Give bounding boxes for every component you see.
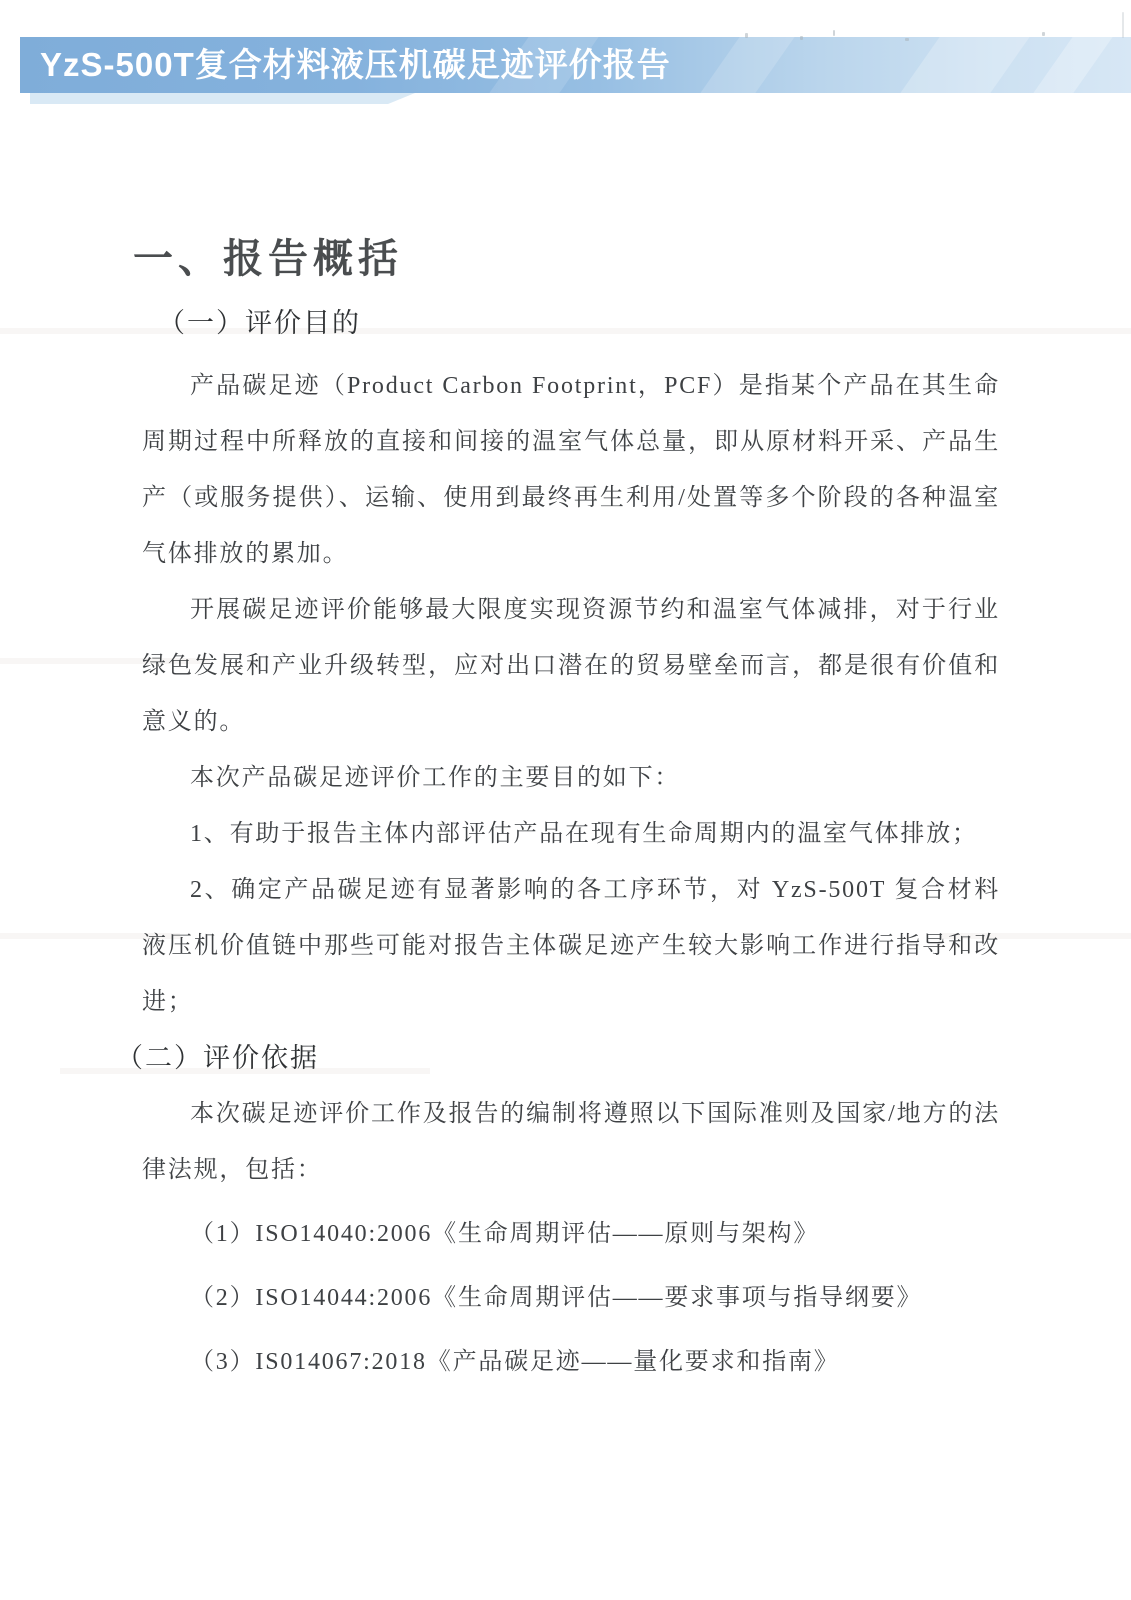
standard-item-iso14044: （2）ISO14044:2006《生命周期评估——要求事项与指导纲要》 <box>190 1285 923 1311</box>
band-highlight-streak <box>1034 37 1113 93</box>
report-header-title: YzS-500T复合材料液压机碳足迹评价报告 <box>40 46 671 83</box>
paragraph-pcf-definition: 产品碳足迹（Product Carbon Footprint，PCF）是指某个产品在其生命周期过程中所释放的直接和间接的温室气体总量，即从原材料开采、产品生产（或服务提供）、运输、使用到最终再生利用/处置等多个阶段的各种温室气体排放的累加。 <box>142 373 1000 567</box>
purpose-item-2: 2、确定产品碳足迹有显著影响的各工序环节，对 YzS-500T 复合材料液压机价值链中那些可能对报告主体碳足迹产生较大影响工作进行指导和改进； <box>142 877 1000 1015</box>
subsection-heading-2: （二）评价依据 <box>116 1043 319 1073</box>
paragraph-purpose-lead: 本次产品碳足迹评价工作的主要目的如下： <box>190 765 681 791</box>
header-substrip <box>30 93 415 104</box>
section-heading: 一、报告概括 <box>133 237 403 281</box>
standard-item-iso14067: （3）IS014067:2018《产品碳足迹——量化要求和指南》 <box>190 1349 840 1375</box>
scan-speck <box>905 38 909 41</box>
scan-speck <box>833 30 835 36</box>
scan-speck <box>1122 12 1124 38</box>
scan-speck <box>1042 32 1045 36</box>
band-highlight-streak <box>700 37 794 93</box>
band-highlight-streak <box>900 37 1029 93</box>
document-body <box>116 358 1000 1390</box>
paragraph-basis-intro: 本次碳足迹评价工作及报告的编制将遵照以下国际准则及国家/地方的法律法规，包括： <box>142 1101 1000 1183</box>
standard-item-iso14040: （1）ISO14040:2006《生命周期评估——原则与架构》 <box>190 1221 820 1247</box>
paragraph-evaluation-value: 开展碳足迹评价能够最大限度实现资源节约和温室气体减排，对于行业绿色发展和产业升级转型，应对出口潜在的贸易壁垒而言，都是很有价值和意义的。 <box>142 597 1000 735</box>
purpose-item-1: 1、有助于报告主体内部评估产品在现有生命周期内的温室气体排放； <box>190 821 978 847</box>
scan-speck <box>745 33 748 38</box>
scan-speck <box>800 36 803 40</box>
subsection-heading-1: （一）评价目的 <box>158 308 361 338</box>
